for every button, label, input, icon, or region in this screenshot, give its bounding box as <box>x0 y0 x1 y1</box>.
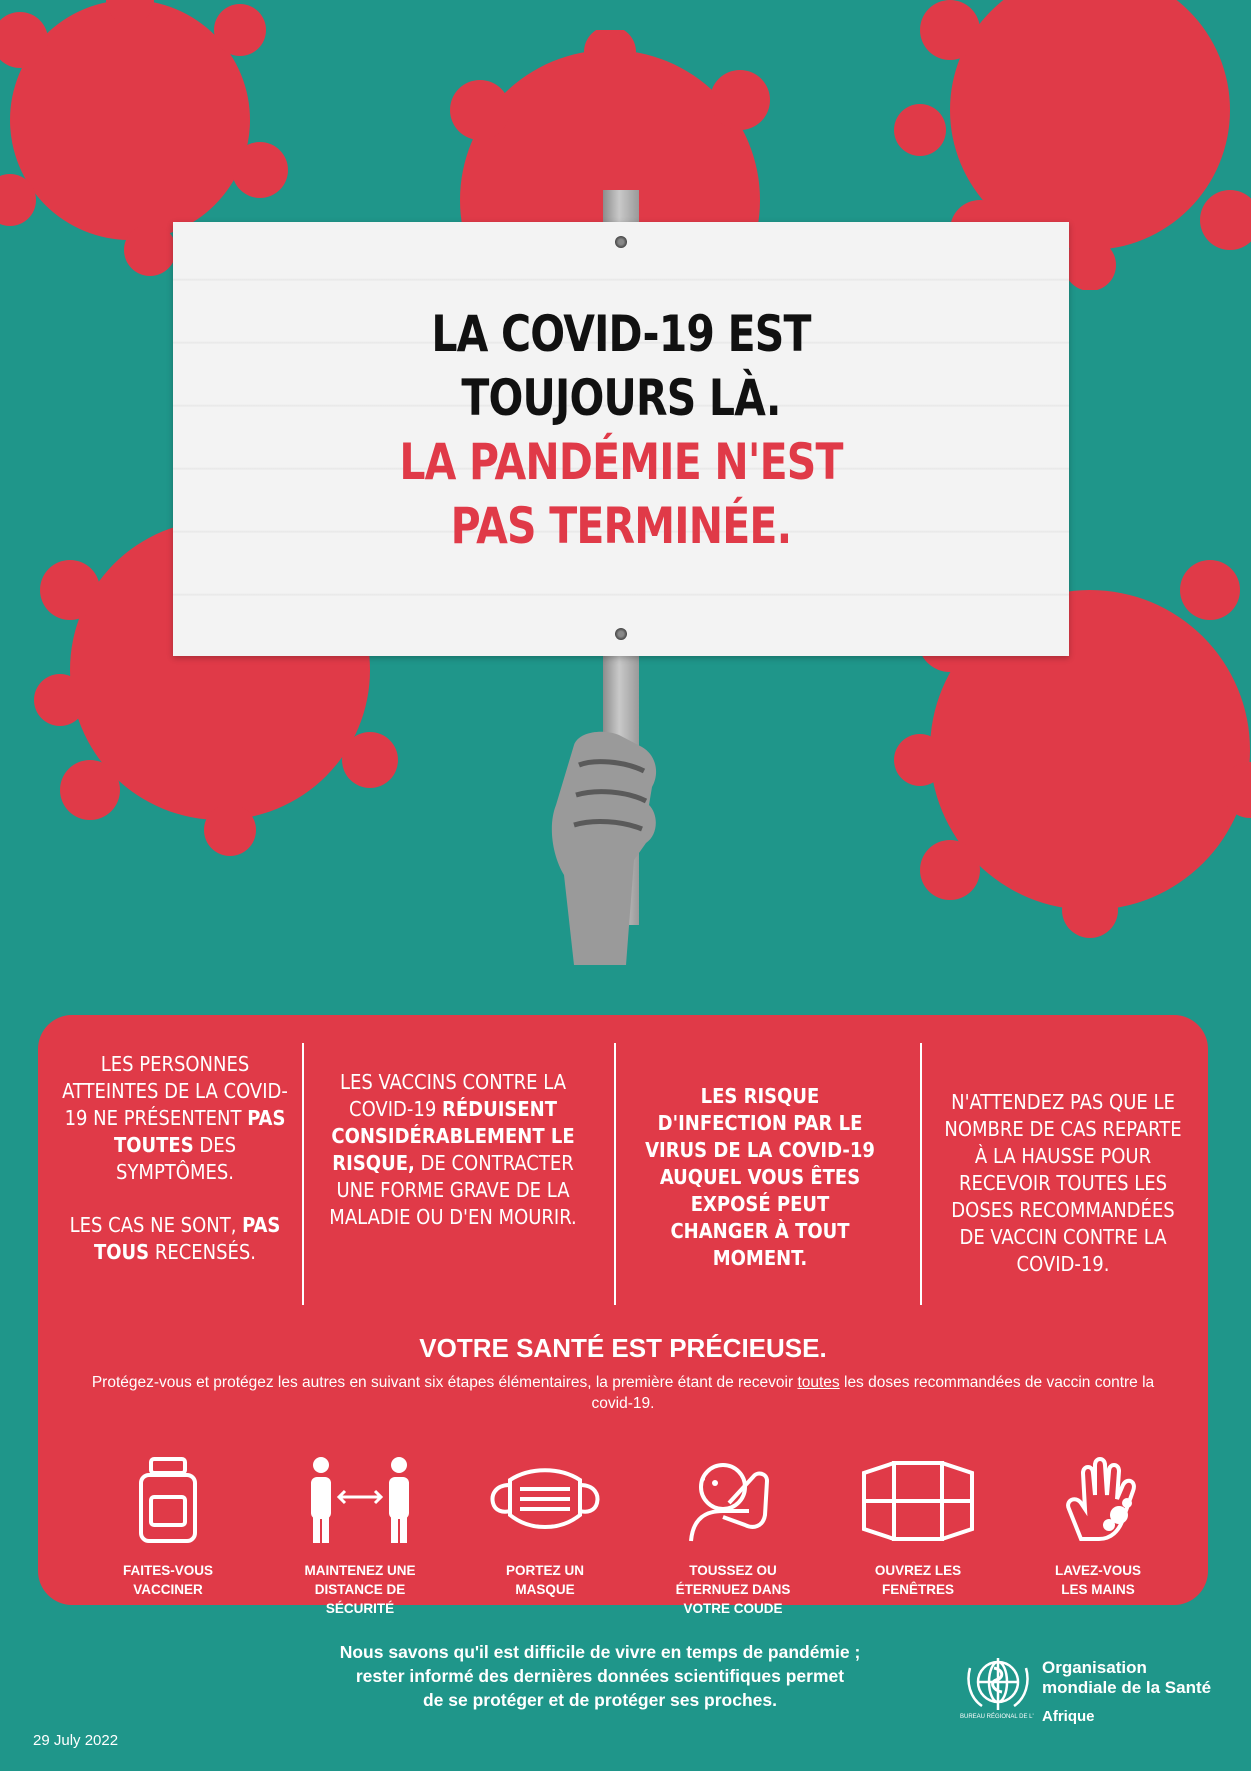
step-window <box>843 1455 993 1599</box>
window-icon <box>858 1455 978 1545</box>
who-small-text: BUREAU RÉGIONAL DE L' <box>960 1714 1034 1720</box>
headline-line-1: LA COVID-19 EST <box>431 305 811 363</box>
distance-icon <box>305 1455 415 1545</box>
footer-line-3: de se protéger et de protéger ses proches. <box>422 1690 777 1710</box>
fact-column-3 <box>640 1083 880 1272</box>
headline-line-3: LA PANDÉMIE N'EST <box>399 433 843 491</box>
fact-2-bold: RÉDUISENT CONSIDÉRABLEMENT LE RISQUE, <box>331 1097 575 1175</box>
step-vaccinate-label-2: VACCINER <box>133 1582 203 1597</box>
fact-column-4 <box>938 1089 1188 1278</box>
fact-1b-text: LES CAS NE SONT, <box>69 1213 243 1237</box>
headline-line-2: TOUJOURS LÀ. <box>461 369 781 427</box>
who-name <box>1042 1658 1211 1698</box>
tagline-subtext-start: Protégez-vous et protégez les autres en suivant six étapes élémentaires, la première étant de recevoir <box>91 1374 798 1391</box>
step-vaccinate-label-1: FAITES-VOUS <box>122 1563 213 1578</box>
fact-1-text-end: DES SYMPTÔMES. <box>116 1133 237 1184</box>
who-logo <box>960 1652 1220 1732</box>
footer-line-1: Nous savons qu'il est difficile de vivre en temps de pandémie ; <box>339 1642 861 1662</box>
column-divider-3 <box>920 1043 922 1305</box>
step-distance-label-1: MAINTENEZ UNE <box>304 1563 416 1578</box>
step-mask-label-2: MASQUE <box>515 1582 575 1597</box>
hand-wash-icon <box>1053 1455 1143 1545</box>
step-window-label-2: FENÊTRES <box>881 1582 954 1597</box>
step-cough-label-3: VOTRE COUDE <box>683 1601 783 1616</box>
column-divider-1 <box>302 1043 304 1305</box>
tagline-subtext-underlined: toutes <box>797 1374 840 1391</box>
headline <box>173 302 1069 558</box>
step-distance-label-3: SÉCURITÉ <box>325 1601 395 1616</box>
step-distance <box>285 1455 435 1618</box>
protest-sign <box>173 222 1069 656</box>
fact-1-text: LES PERSONNES ATTEINTES DE LA COVID-19 NE PRÉSENTENT <box>62 1052 288 1130</box>
fact-column-1 <box>60 1051 290 1266</box>
fact-1-bold: PAS TOUTES <box>113 1106 286 1157</box>
step-mask <box>470 1455 620 1599</box>
sign-screw-bottom <box>615 628 627 640</box>
step-cough-label-1: TOUSSEZ OU <box>689 1563 777 1578</box>
step-mask-label-1: PORTEZ UN <box>505 1563 584 1578</box>
tagline: VOTRE SANTÉ EST PRÉCIEUSE. <box>419 1333 827 1363</box>
step-cough <box>658 1455 808 1618</box>
fact-1b-bold: PAS TOUS <box>93 1213 281 1264</box>
step-window-label-1: OUVREZ LES <box>874 1563 962 1578</box>
step-handwash-label-1: LAVEZ-VOUS <box>1054 1563 1141 1578</box>
who-name-line-2: mondiale de la Santé <box>1042 1678 1212 1697</box>
fact-4-text: N'ATTENDEZ PAS QUE LE NOMBRE DE CAS REPARTE À LA HAUSSE POUR RECEVOIR TOUTES LES DOSES RECOMMANDÉES DE VACCIN CONTRE LA COVID-19. <box>944 1090 1182 1276</box>
column-divider-2 <box>614 1043 616 1305</box>
footer-message <box>330 1640 870 1712</box>
tagline-subtext-end: les doses recommandées de vaccin contre la covid-19. <box>591 1374 1155 1412</box>
date-label: 29 July 2022 <box>33 1732 119 1749</box>
fact-2-text-end: DE CONTRACTER UNE FORME GRAVE DE LA MALADIE OU D'EN MOURIR. <box>329 1151 577 1229</box>
vaccine-vial-icon <box>133 1455 203 1545</box>
info-panel <box>38 1015 1208 1616</box>
headline-line-4: PAS TERMINÉE. <box>450 497 792 555</box>
step-cough-label-2: ÉTERNUEZ DANS <box>675 1582 791 1597</box>
mask-icon <box>485 1455 605 1545</box>
step-vaccinate <box>93 1455 243 1599</box>
sign-screw-top <box>615 236 627 248</box>
step-distance-label-2: DISTANCE DE <box>314 1582 406 1597</box>
tagline-subtext <box>78 1372 1168 1414</box>
step-handwash <box>1023 1455 1173 1599</box>
fact-2-text: LES VACCINS CONTRE LA COVID-19 <box>339 1070 567 1121</box>
who-emblem-icon <box>962 1654 1034 1714</box>
fact-1b-text-end: RECENSÉS. <box>149 1240 257 1264</box>
footer-line-2: rester informé des dernières données scientifiques permet <box>355 1666 845 1686</box>
who-name-line-1: Organisation <box>1042 1658 1147 1677</box>
step-handwash-label-2: LES MAINS <box>1061 1582 1135 1597</box>
fact-3-bold: LES RISQUE D'INFECTION PAR LE VIRUS DE LA COVID-19 AUQUEL VOUS ÊTES EXPOSÉ PEUT CHANGER À TOUT MOMENT. <box>645 1084 875 1270</box>
hand-holding-sign <box>534 725 664 970</box>
cough-elbow-icon <box>683 1455 783 1545</box>
fact-column-2 <box>328 1069 578 1231</box>
who-region: Afrique <box>1042 1708 1095 1725</box>
